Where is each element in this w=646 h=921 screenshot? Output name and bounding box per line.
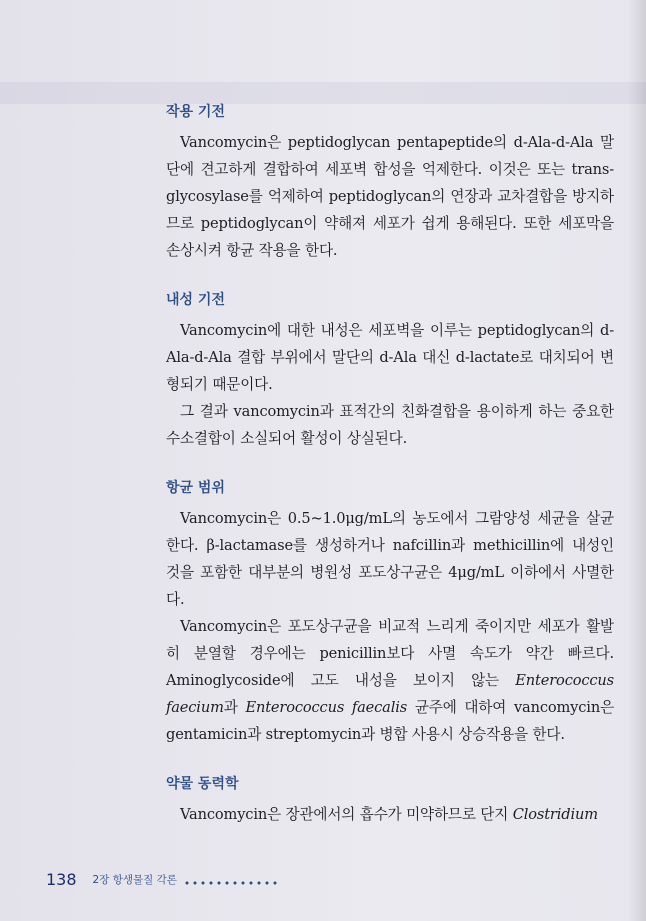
paragraph: Vancomycin은 peptidoglycan pentapeptide의 d-Ala-d-Ala 말단에 견고하게 결합하여 세포벽 합성을 억제한다. 이것은 또는 trans-glycosylase를 억제하여 peptidoglycan의 연장과 교차결합을 방지하므로 peptidoglycan이 약해져 세포가 쉽게 용해된다. 또한 세포막을 손상시켜 항균 작용을 한다. (166, 134, 614, 259)
page-number: 138 (46, 870, 77, 889)
dot-leader (183, 881, 279, 885)
paragraph: Vancomycin은 포도상구균을 비교적 느리게 죽이지만 세포가 활발히 분열할 경우에는 penicillin보다 사멸 속도가 약간 빠르다. Aminoglycoside에 고도 내성을 보이지 않는 Enterococcus faecium과 Enterococcus faecalis 균주에 대하여 vancomycin은 gentamicin과 streptomycin과 병합 사용시 상승작용을 한다. (166, 618, 615, 743)
page-content (166, 100, 614, 852)
chapter-title: 2장 항생물질 각론 (92, 874, 177, 886)
paragraph: 그 결과 vancomycin과 표적간의 친화결합을 용이하게 하는 중요한 수소결합이 소실되어 활성이 상실된다. (166, 403, 614, 447)
italic-term: Enterococcus faecium (166, 672, 614, 716)
section-heading: 작용 기전 (166, 104, 225, 120)
italic-term: Enterococcus faecalis (245, 699, 408, 716)
paragraph: Vancomycin은 장관에서의 흡수가 미약하므로 단지 Clostridium (180, 806, 598, 823)
italic-term: Clostridium (512, 806, 598, 823)
paragraph: Vancomycin에 대한 내성은 세포벽을 이루는 peptidoglycan의 d-Ala-d-Ala 결합 부위에서 말단의 d-Ala 대신 d-lactate로 대치되어 변형되기 때문이다. (166, 322, 614, 393)
gutter-shadow (628, 0, 646, 921)
section-pharmacokinetics (166, 772, 614, 828)
section-heading: 약물 동력학 (166, 776, 239, 792)
page-footer (46, 870, 279, 889)
paragraph: Vancomycin은 0.5~1.0μg/mL의 농도에서 그람양성 세균을 살균한다. β-lactamase를 생성하거나 nafcillin과 methicillin에 내성인 것을 포함한 대부분의 병원성 포도상구균은 4μg/mL 이하에서 사멸한다. (166, 510, 614, 608)
section-spectrum (166, 476, 614, 748)
section-mechanism (166, 100, 614, 264)
section-resistance (166, 288, 614, 452)
section-heading: 항균 범위 (166, 480, 225, 496)
section-heading: 내성 기전 (166, 292, 225, 308)
